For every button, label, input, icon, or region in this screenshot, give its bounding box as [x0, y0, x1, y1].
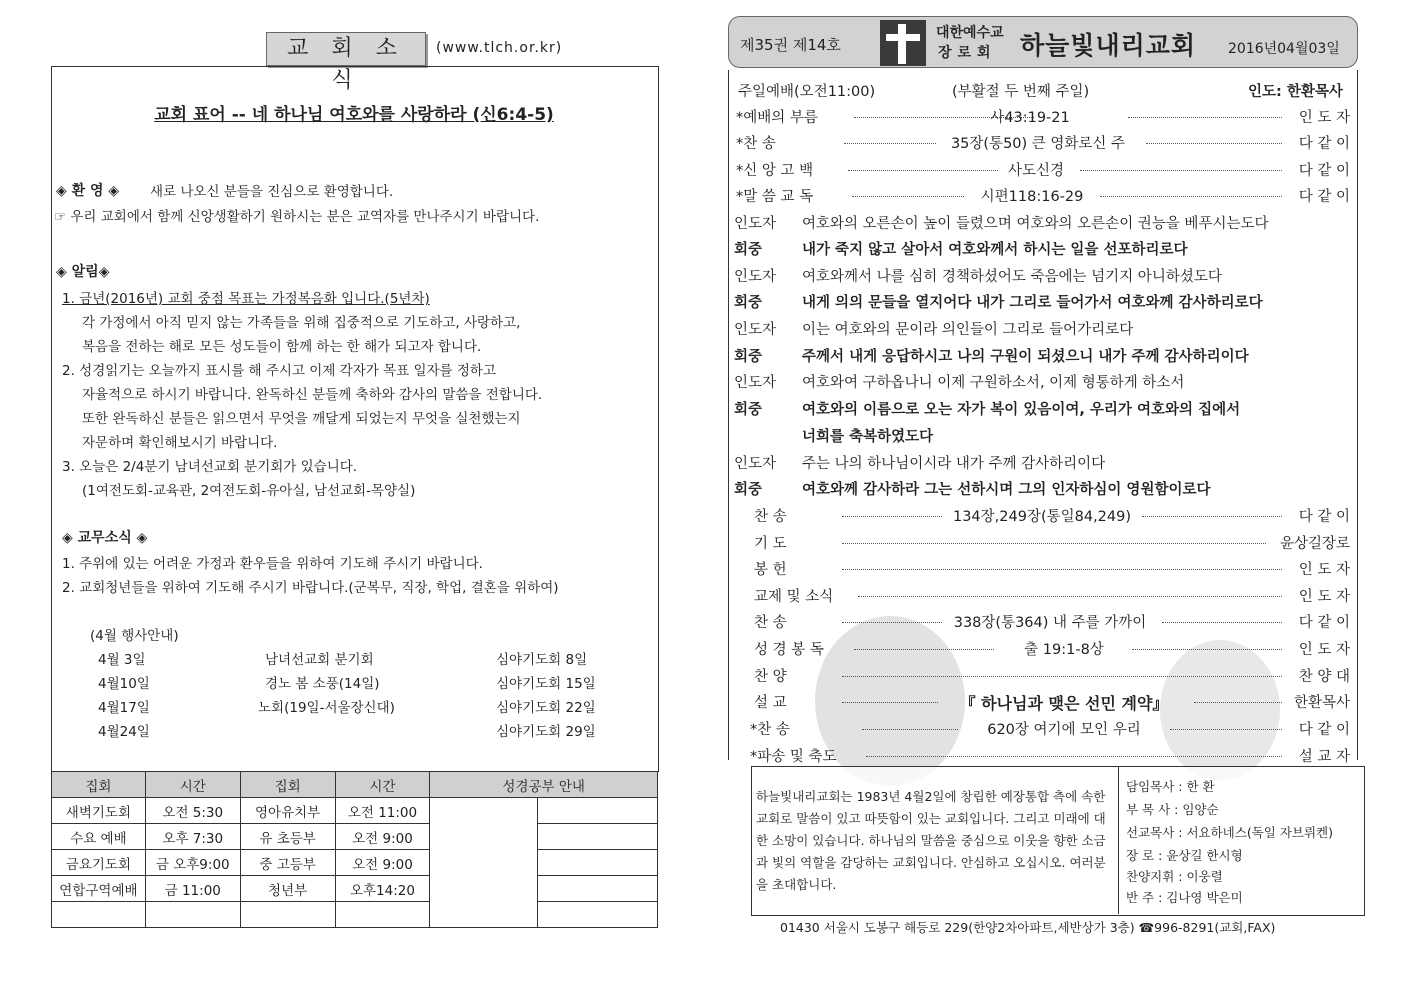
church-motto: 교회 표어 -- 네 하나님 여호와를 사랑하라 (신6:4-5): [154, 105, 554, 125]
column-header: 성경공부 안내: [430, 772, 658, 798]
denomination: 장로회: [938, 45, 997, 61]
bible-study-cell: [538, 876, 658, 902]
order-item: 봉 헌: [754, 562, 787, 578]
sermon-title: 『 하나님과 맺은 선민 계약』: [959, 694, 1169, 713]
table-row: [52, 850, 658, 876]
staff-line: 반 주 : 김나영 박은미: [1126, 890, 1243, 905]
bulletin-date: 2016년04월03일: [1228, 41, 1340, 57]
event-date: 4월10일: [98, 676, 150, 692]
order-performer: 다 같 이: [1298, 509, 1350, 525]
table-cell: [52, 902, 146, 928]
staff-line: 선교목사 : 서요하네스(독일 자브뤼켄): [1126, 825, 1334, 840]
order-content: 35장(통50) 큰 영화로신 주: [950, 136, 1126, 152]
staff-news-heading: ◈ 교무소식 ◈: [62, 530, 148, 546]
order-row: [736, 132, 1350, 154]
reading-speaker: 인도자: [734, 216, 777, 232]
church-introduction: 하늘빛내리교회는 1983년 4월2일에 창립한 예장통합 측에 속한 교회로 말씀이 있고 따뜻함이 있는 교회입니다. 그리고 미래에 대한 소망이 있습니다. 하나님의 말씀을 중심으로 이웃을 향한 소금과 빛의 역할을 감당하는 교회입니다. 안심하고 오십시오. 여러분을 초대합니다.: [756, 789, 1106, 892]
order-item: 찬 양: [754, 669, 787, 685]
bible-study-cell: [430, 798, 538, 928]
reading-text: 주께서 내게 응답하시고 나의 구원이 되셨으니 내가 주께 감사하리이다: [802, 349, 1249, 365]
order-performer: 설 교 자: [1298, 749, 1350, 765]
church-name: 하늘빛내리교회: [1020, 31, 1197, 60]
event-name: 경노 봄 소풍(14일): [265, 676, 380, 692]
order-performer: 다 같 이: [1298, 722, 1350, 738]
service-subtitle: (부활절 두 번째 주일): [952, 84, 1090, 100]
table-header-row: [52, 772, 658, 798]
reading-speaker: 인도자: [734, 375, 777, 391]
order-row-sermon: [754, 691, 1350, 713]
notice-line: 복음을 전하는 해로 모든 성도들이 함께 하는 한 해가 되고자 합니다.: [82, 339, 482, 355]
table-cell: 유 초등부: [240, 824, 335, 850]
welcome-text-2: ☞ 우리 교회에서 함께 신앙생활하기 원하시는 분은 교역자를 만나주시기 바랍니다.: [54, 209, 540, 225]
event-name: 노회(19일-서울장신대): [258, 700, 395, 716]
table-cell: 금 오후9:00: [145, 850, 240, 876]
order-performer: 다 같 이: [1298, 163, 1350, 179]
notice-heading: ◈ 알림◈: [56, 264, 110, 280]
table-row: [52, 824, 658, 850]
reading-speaker: 회중: [734, 242, 763, 258]
order-row: [736, 185, 1350, 207]
column-header: 집회: [240, 772, 335, 798]
order-item: *파송 및 축도: [750, 749, 837, 765]
table-cell: 오전 5:30: [145, 798, 240, 824]
order-item: 기 도: [754, 536, 787, 552]
order-row: [754, 505, 1350, 527]
order-content: 출 19:1-8상: [1024, 642, 1104, 658]
order-content: 134장,249장(통일84,249): [952, 509, 1132, 525]
event-name: 남녀선교회 분기회: [265, 652, 374, 668]
order-performer: 인 도 자: [1298, 589, 1350, 605]
staff-line: 찬양지휘 : 이웅렬: [1126, 869, 1223, 884]
order-item: 찬 송: [754, 615, 787, 631]
reading-speaker: 회중: [734, 482, 763, 498]
staff-line: 담임목사 : 한 환: [1126, 779, 1215, 794]
table-cell: 청년부: [240, 876, 335, 902]
reading-text: 주는 나의 하나님이시라 내가 주께 감사하리이다: [802, 456, 1106, 472]
notice-line: 각 가정에서 아직 믿지 않는 가족들을 위해 집중적으로 기도하고, 사랑하고,: [82, 315, 521, 331]
table-cell: [240, 902, 335, 928]
order-item: 성 경 봉 독: [754, 642, 824, 658]
notice-line: 자율적으로 하시기 바랍니다. 완독하신 분들께 축하와 감사의 말씀을 전합니다.: [82, 387, 543, 403]
column-header: 시간: [145, 772, 240, 798]
table-row: [52, 876, 658, 902]
table-row: [52, 798, 658, 824]
service-title: 주일예배(오전11:00): [738, 84, 876, 100]
order-performer: 다 같 이: [1298, 189, 1350, 205]
table-cell: 오전 11:00: [335, 798, 430, 824]
table-cell: 수요 예배: [52, 824, 146, 850]
order-item: 설 교: [754, 695, 787, 711]
order-performer: 찬 양 대: [1298, 669, 1350, 685]
reading-speaker: 회중: [734, 402, 763, 418]
notice-line: 1. 금년(2016년) 교회 중점 목표는 가정복음화 입니다.(5년차): [62, 291, 430, 307]
notice-line: 2. 성경읽기는 오늘까지 표시를 해 주시고 이제 각자가 목표 일자를 정하고: [62, 363, 496, 379]
reading-speaker: 인도자: [734, 322, 777, 338]
website-url[interactable]: (www.tlch.or.kr): [436, 40, 563, 56]
reading-speaker: 인도자: [734, 456, 777, 472]
table-cell: 영아유치부: [240, 798, 335, 824]
event-date: 4월17일: [98, 700, 150, 716]
order-row: [754, 532, 1350, 554]
notice-line: 또한 완독하신 분들은 읽으면서 무엇을 깨달게 되었는지 무엇을 실천했는지: [82, 411, 521, 427]
notice-line: 자문하며 확인해보시기 바랍니다.: [82, 435, 278, 451]
reading-text: 여호와께서 나를 심히 경책하셨어도 죽음에는 넘기지 아니하셨도다: [802, 269, 1222, 285]
bible-study-cell: [538, 850, 658, 876]
church-address: 01430 서울시 도봉구 해등로 229(한양2차아파트,세반상가 3층) ☎996-8291(교회,FAX): [780, 920, 1276, 935]
order-item: *찬 송: [750, 722, 790, 738]
reading-text: 여호와여 구하옵나니 이제 구원하소서, 이제 형통하게 하소서: [802, 375, 1185, 391]
order-content: 620장 여기에 모인 우리: [987, 722, 1141, 738]
reading-text: 이는 여호와의 문이라 의인들이 그리로 들어가리로다: [802, 322, 1134, 338]
order-item: 찬 송: [754, 509, 787, 525]
order-row: [736, 159, 1350, 181]
cross-logo-icon: [898, 24, 906, 64]
welcome-text: 새로 나오신 분들을 진심으로 환영합니다.: [150, 184, 394, 200]
welcome-heading: ◈ 환 영 ◈: [56, 183, 120, 199]
order-content: 사도신경: [1007, 163, 1065, 179]
reading-speaker: 인도자: [734, 269, 777, 285]
order-item: 교제 및 소식: [754, 589, 834, 605]
table-cell: 오전 9:00: [335, 824, 430, 850]
column-header: 시간: [335, 772, 430, 798]
order-item: *찬 송: [736, 136, 776, 152]
order-content: 338장(통364) 내 주를 가까이: [953, 615, 1147, 631]
order-performer: 인 도 자: [1298, 562, 1350, 578]
night-prayer: 심야기도회 29일: [496, 724, 596, 740]
order-row: [754, 558, 1350, 580]
table-cell: 금요기도회: [52, 850, 146, 876]
order-item: *말 씀 교 독: [736, 189, 814, 205]
meeting-schedule-table: [51, 771, 658, 928]
reading-text: 여호와의 오른손이 높이 들렸으며 여호와의 오른손이 권능을 베푸시는도다: [802, 216, 1269, 232]
order-performer: 윤상길장로: [1279, 536, 1350, 552]
table-cell: [335, 902, 430, 928]
table-cell: 금 11:00: [145, 876, 240, 902]
order-content: 시편118:16-29: [980, 189, 1084, 205]
events-heading: (4월 행사안내): [90, 628, 179, 644]
event-date: 4월24일: [98, 724, 150, 740]
denomination: 대한예수교: [936, 25, 1004, 41]
order-performer: 한환목사: [1293, 695, 1350, 711]
event-date: 4월 3일: [98, 652, 146, 668]
reading-text: 너희를 축복하였도다: [802, 429, 934, 445]
staff-news-line: 2. 교회청년들을 위하여 기도해 주시기 바랍니다.(군복무, 직장, 학업, 결혼을 위하여): [62, 580, 559, 596]
bible-study-cell: [538, 798, 658, 824]
reading-text: 내게 의의 문들을 열지어다 내가 그리로 들어가서 여호와께 감사하리로다: [802, 295, 1263, 311]
staff-line: 장 로 : 윤상길 한시형: [1126, 848, 1243, 863]
table-row: [52, 902, 658, 928]
service-leader: 인도: 한환목사: [1248, 84, 1343, 100]
order-item: *예배의 부름: [736, 110, 818, 126]
order-content: 사43:19-21: [990, 110, 1070, 126]
order-performer: 다 같 이: [1298, 615, 1350, 631]
night-prayer: 심야기도회 15일: [496, 676, 596, 692]
notice-line: (1여전도회-교육관, 2여전도회-유아실, 남선교회-목양실): [82, 483, 416, 499]
order-row: [754, 585, 1350, 607]
table-cell: 새벽기도회: [52, 798, 146, 824]
notice-line: 3. 오늘은 2/4분기 남녀선교회 분기회가 있습니다.: [62, 459, 358, 475]
order-row: [750, 745, 1350, 767]
bible-study-cell: [538, 902, 658, 928]
reading-text: 여호와의 이름으로 오는 자가 복이 있음이여, 우리가 여호와의 집에서: [802, 402, 1241, 418]
reading-text: 내가 죽지 않고 살아서 여호와께서 하시는 일을 선포하리로다: [802, 242, 1188, 258]
table-cell: 오후14:20: [335, 876, 430, 902]
table-cell: 오후 7:30: [145, 824, 240, 850]
order-row: [754, 665, 1350, 687]
staff-news-line: 1. 주위에 있는 어려운 가정과 환우들을 위하여 기도해 주시기 바랍니다.: [62, 556, 483, 572]
staff-line: 부 목 사 : 임양순: [1126, 802, 1219, 817]
reading-speaker: 회중: [734, 295, 763, 311]
order-performer: 인 도 자: [1298, 642, 1350, 658]
order-row: [736, 106, 1350, 128]
reading-speaker: 회중: [734, 349, 763, 365]
order-row: [754, 638, 1350, 660]
table-cell: 연합구역예배: [52, 876, 146, 902]
table-cell: [145, 902, 240, 928]
order-item: *신 앙 고 백: [736, 163, 814, 179]
cross-logo-icon: [886, 34, 920, 41]
night-prayer: 심야기도회 8일: [496, 652, 588, 668]
order-performer: 인 도 자: [1298, 110, 1350, 126]
reading-text: 여호와께 감사하라 그는 선하시며 그의 인자하심이 영원함이로다: [802, 482, 1211, 498]
info-divider: [1118, 766, 1119, 914]
column-header: 집회: [52, 772, 146, 798]
order-row: [754, 611, 1350, 633]
table-cell: 중 고등부: [240, 850, 335, 876]
order-performer: 다 같 이: [1298, 136, 1350, 152]
night-prayer: 심야기도회 22일: [496, 700, 596, 716]
volume-number: 제35권 제14호: [740, 36, 841, 54]
news-title: 교 회 소 식: [266, 32, 426, 66]
table-cell: 오전 9:00: [335, 850, 430, 876]
bible-study-cell: [538, 824, 658, 850]
order-row: [750, 718, 1350, 740]
